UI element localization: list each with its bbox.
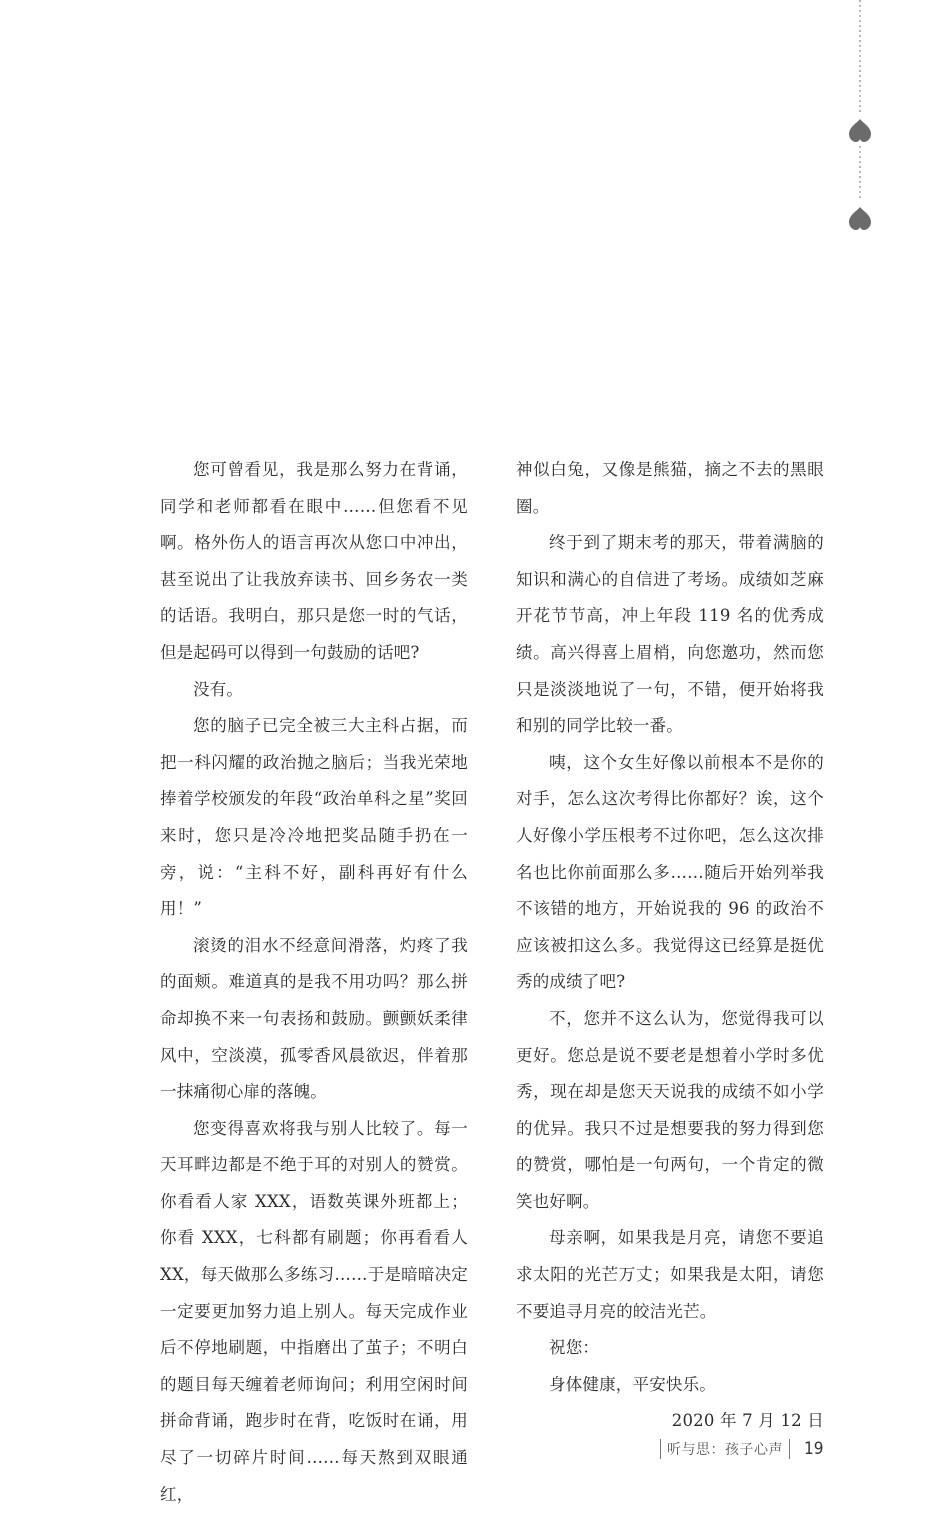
letter-closing: 祝您：: [549, 1338, 600, 1358]
paragraph-continuation: 神似白兔，又像是熊猫，摘之不去的黑眼圈。: [516, 460, 824, 516]
paragraph: 您的脑子已完全被三大主科占据，而把一科闪耀的政治抛之脑后；当我光荣地捧着学校颁发的年段“政治单科之星”奖回来时，您只是冷冷地把奖品随手扔在一旁，说：“主科不好，副科再好有什么用！”: [160, 716, 468, 919]
paragraph: 母亲啊，如果我是月亮，请您不要追求太阳的光芒万丈；如果我是太阳，请您不要追寻月亮的皎洁光芒。: [516, 1228, 824, 1321]
paragraph: 您变得喜欢将我与别人比较了。每一天耳畔边都是不绝于耳的对别人的赞赏。你看看人家 XXX，语数英课外班都上；你看 XXX，七科都有刷题；你再看看人 XX，每天做那么多练习……于是暗暗决定一定要更加努力追上别人。每天完成作业后不停地刷题，中指磨出了茧子；不明白的题目每天缠着老师询问；利用空闲时间拼命背诵，跑步时在背，吃饭时在诵，用尽了一切碎片时间……每天熬到双眼通红，: [160, 1118, 468, 1504]
paragraph: 没有。: [193, 679, 244, 699]
decorative-dotted-line: [848, 0, 872, 240]
letter-wish: 身体健康，平安快乐。: [549, 1374, 716, 1394]
heart-icon: [849, 207, 871, 230]
section-title: 听与思：孩子心声: [667, 1442, 783, 1458]
paragraph: 您可曾看见，我是那么努力在背诵，同学和老师都看在眼中……但您看不见啊。格外伤人的语言再次从您口中冲出，甚至说出了让我放弃读书、回乡务农一类的话语。我明白，那只是您一时的气话，但是起码可以得到一句鼓励的话吧?: [160, 460, 468, 662]
left-text-column: [160, 452, 468, 1513]
page-footer: [660, 1436, 823, 1462]
page-number: 19: [804, 1439, 824, 1459]
paragraph: 终于到了期末考的那天，带着满脑的知识和满心的自信进了考场。成绩如芝麻开花节节高，冲上年段 119 名的优秀成绩。高兴得喜上眉梢，向您邀功，然而您只是淡淡地说了一句，不错，便开始将我和别的同学比较一番。: [516, 533, 824, 736]
paragraph: 滚烫的泪水不经意间滑落，灼疼了我的面颊。难道真的是我不用功吗？那么拼命却换不来一句表扬和鼓励。颤颤妖柔律风中，空淡漠，孤零香风晨欲迟，伴着那一抹痛彻心扉的落魄。: [160, 935, 468, 1102]
heart-icon: [849, 119, 871, 142]
right-text-column: [516, 452, 824, 1440]
footer-divider: [789, 1439, 790, 1459]
paragraph: 不，您并不这么认为，您觉得我可以更好。您总是说不要老是想着小学时多优秀，现在却是您天天说我的成绩不如小学的优异。我只不过是想要我的努力得到您的赞赏，哪怕是一句两句，一个肯定的微笑也好啊。: [516, 1008, 824, 1211]
letter-date: 2020 年 7 月 12 日: [671, 1411, 824, 1431]
paragraph: 咦，这个女生好像以前根本不是你的对手，怎么这次考得比你都好？诶，这个人好像小学压根考不过你吧，怎么这次排名也比你前面那么多……随后开始列举我不该错的地方，开始说我的 96 的政治不应该被扣这么多。我觉得这已经算是挺优秀的成绩了吧?: [516, 752, 824, 992]
